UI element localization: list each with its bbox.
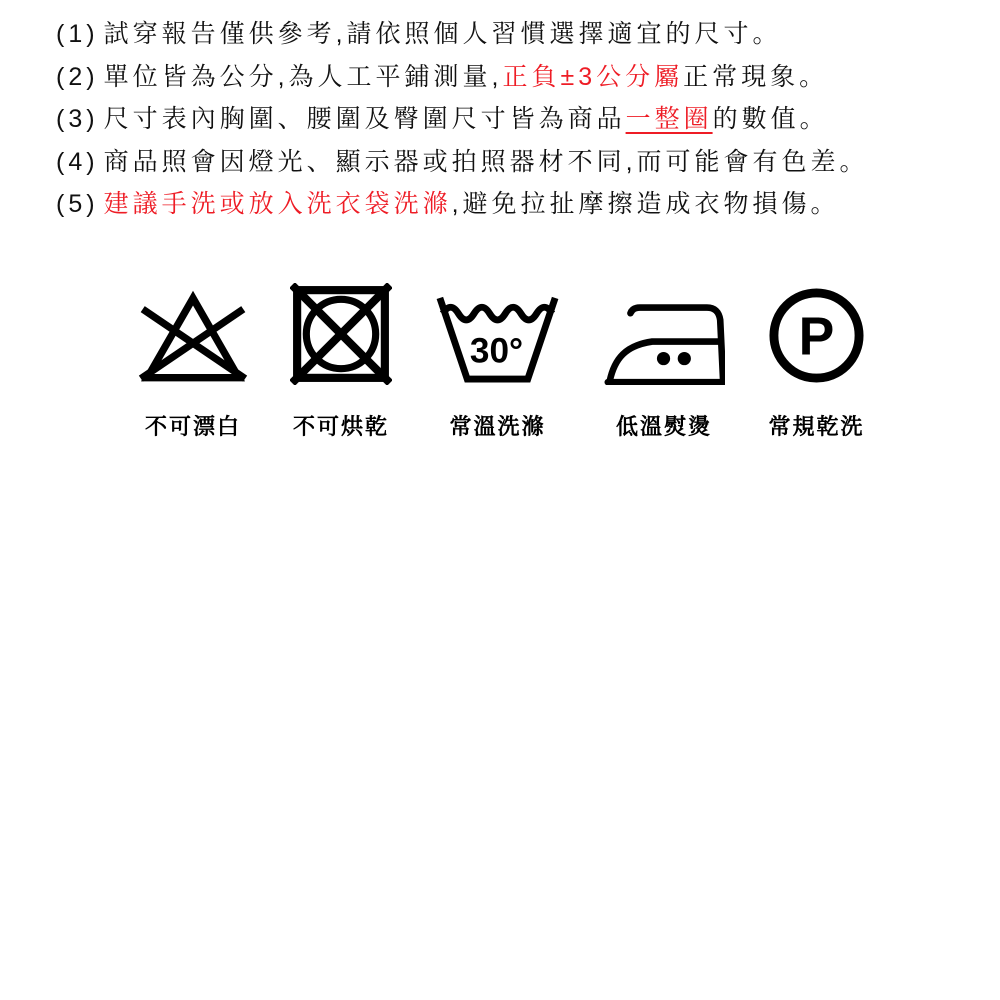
note-line-3 (56, 98, 1000, 141)
notes-list (0, 0, 1000, 226)
care-symbol-label: 不可烘乾 (292, 413, 389, 439)
note-number: (4) (56, 147, 99, 176)
do-not-bleach-icon (138, 283, 248, 385)
note-number: (1) (56, 20, 99, 48)
care-symbol-label: 不可漂白 (144, 413, 241, 439)
note-line-5 (56, 183, 1000, 226)
note-text-highlight: 建議手洗或放入洗衣袋洗滌 (103, 190, 452, 218)
note-number: (3) (56, 105, 99, 133)
iron-low-temperature-icon (603, 283, 725, 385)
note-text-highlight: 正負±3公分屬 (502, 62, 684, 91)
care-symbol-label: 常溫洗滌 (449, 413, 546, 439)
note-text: ,避免拉扯摩擦造成衣物損傷。 (451, 190, 840, 218)
wash-30-degrees-icon (434, 283, 561, 385)
note-text: 試穿報告僅供參考,請依照個人習慣選擇適宜的尺寸。 (103, 20, 782, 48)
care-symbol-iron-low (603, 283, 725, 441)
care-symbol-label: 低溫熨燙 (615, 413, 712, 439)
wash-temperature-text: 30° (469, 330, 524, 370)
care-symbol-label: 常規乾洗 (768, 413, 865, 439)
do-not-tumble-dry-icon (290, 283, 392, 385)
note-text-highlight-underlined: 一整圈 (625, 105, 713, 133)
care-symbol-wash-30 (434, 283, 561, 441)
note-line-1 (56, 13, 1000, 56)
note-text: 尺寸表內胸圍、腰圍及臀圍尺寸皆為商品 (103, 105, 626, 133)
note-text: 單位皆為公分,為人工平鋪測量, (103, 62, 503, 91)
care-symbols-row (138, 283, 1000, 441)
note-text: 的數值。 (712, 105, 829, 133)
note-number: (2) (56, 62, 99, 91)
note-line-4 (56, 141, 1000, 184)
dry-clean-letter: P (798, 306, 835, 366)
care-symbol-do-not-bleach (138, 283, 248, 441)
care-symbol-dry-clean (767, 283, 866, 441)
note-number: (5) (56, 190, 99, 218)
note-line-2 (56, 56, 1000, 99)
care-instructions-page (0, 0, 1000, 441)
note-text: 商品照會因燈光、顯示器或拍照器材不同,而可能會有色差。 (103, 147, 869, 176)
note-text: 正常現象。 (683, 62, 829, 91)
dry-clean-p-icon (767, 283, 866, 385)
care-symbol-do-not-tumble-dry (290, 283, 392, 441)
